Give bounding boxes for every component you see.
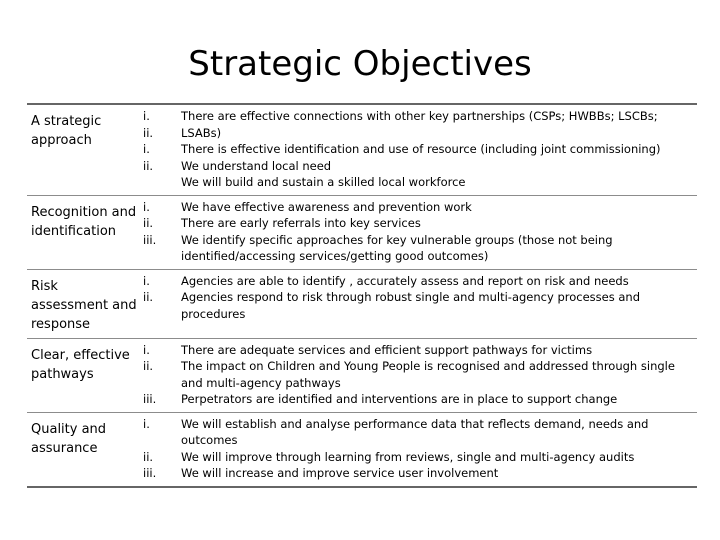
objective-item: Perpetrators are identified and interventions are in place to support change	[181, 392, 618, 406]
objective-item: Agencies are able to identify , accurately assess and report on risk and needs	[181, 273, 629, 288]
table-row	[27, 195, 697, 269]
list-numeral: ii.	[143, 290, 154, 304]
list-numeral: i.	[143, 199, 150, 214]
list-numeral: ii.	[143, 216, 154, 230]
objective-area: Recognition and identification	[27, 195, 141, 269]
table-row	[27, 412, 697, 487]
objective-item: There are early referrals into key services	[181, 216, 421, 230]
list-numeral: ii.	[143, 449, 154, 464]
numeral-spacer	[143, 432, 173, 449]
numeral-list	[141, 338, 175, 412]
objective-item: We will increase and improve service user involvement	[181, 466, 499, 480]
objective-area: Risk assessment and response	[27, 269, 141, 338]
list-numeral: iii.	[143, 466, 157, 480]
objective-item: We will build and sustain a skilled local workforce	[181, 175, 466, 189]
objective-item: We will establish and analyse performance data that reflects demand, needs and outcomes	[181, 416, 649, 447]
table-row	[27, 104, 697, 195]
objective-item: Agencies respond to risk through robust single and multi-agency processes and procedures	[181, 290, 640, 321]
list-numeral: ii.	[143, 125, 154, 140]
objective-item: There are effective connections with other key partnerships (CSPs; HWBBs; LSCBs; LSABs)	[181, 109, 658, 140]
objective-area: Quality and assurance	[27, 412, 141, 487]
objective-item: The impact on Children and Young People is recognised and addressed through single and multi-agency pathways	[181, 359, 675, 390]
list-numeral: i.	[143, 273, 150, 288]
table-row	[27, 269, 697, 338]
list-numeral: i.	[143, 416, 150, 431]
list-numeral: i.	[143, 142, 150, 156]
list-numeral: ii.	[143, 359, 154, 373]
list-numeral: iii.	[143, 392, 157, 406]
page-title: Strategic Objectives	[188, 44, 532, 84]
objectives-table	[27, 103, 697, 488]
objective-item: We will improve through learning from reviews, single and multi-agency audits	[181, 449, 635, 464]
list-numeral: ii.	[143, 158, 154, 173]
objective-area: A strategic approach	[27, 104, 141, 195]
list-numeral: iii.	[143, 232, 157, 247]
table-row	[27, 338, 697, 412]
objective-items	[175, 195, 697, 269]
objective-item: We have effective awareness and prevention work	[181, 199, 472, 214]
numeral-list	[141, 412, 175, 487]
numeral-list	[141, 104, 175, 195]
objective-items	[175, 104, 697, 195]
objective-area: Clear, effective pathways	[27, 338, 141, 412]
objective-item: There is effective identification and use of resource (including joint commissioning)	[181, 142, 661, 156]
list-numeral: i.	[143, 109, 150, 123]
numeral-list	[141, 269, 175, 338]
objective-item: We identify specific approaches for key vulnerable groups (those not being identified/accessing services/getting good outcomes)	[181, 232, 613, 263]
objective-item: There are adequate services and efficient support pathways for victims	[181, 342, 593, 357]
objective-items	[175, 269, 697, 338]
numeral-list	[141, 195, 175, 269]
objective-items	[175, 338, 697, 412]
objective-item: We understand local need	[181, 158, 332, 173]
numeral-spacer	[143, 375, 173, 392]
list-numeral: i.	[143, 342, 150, 357]
objective-items	[175, 412, 697, 487]
